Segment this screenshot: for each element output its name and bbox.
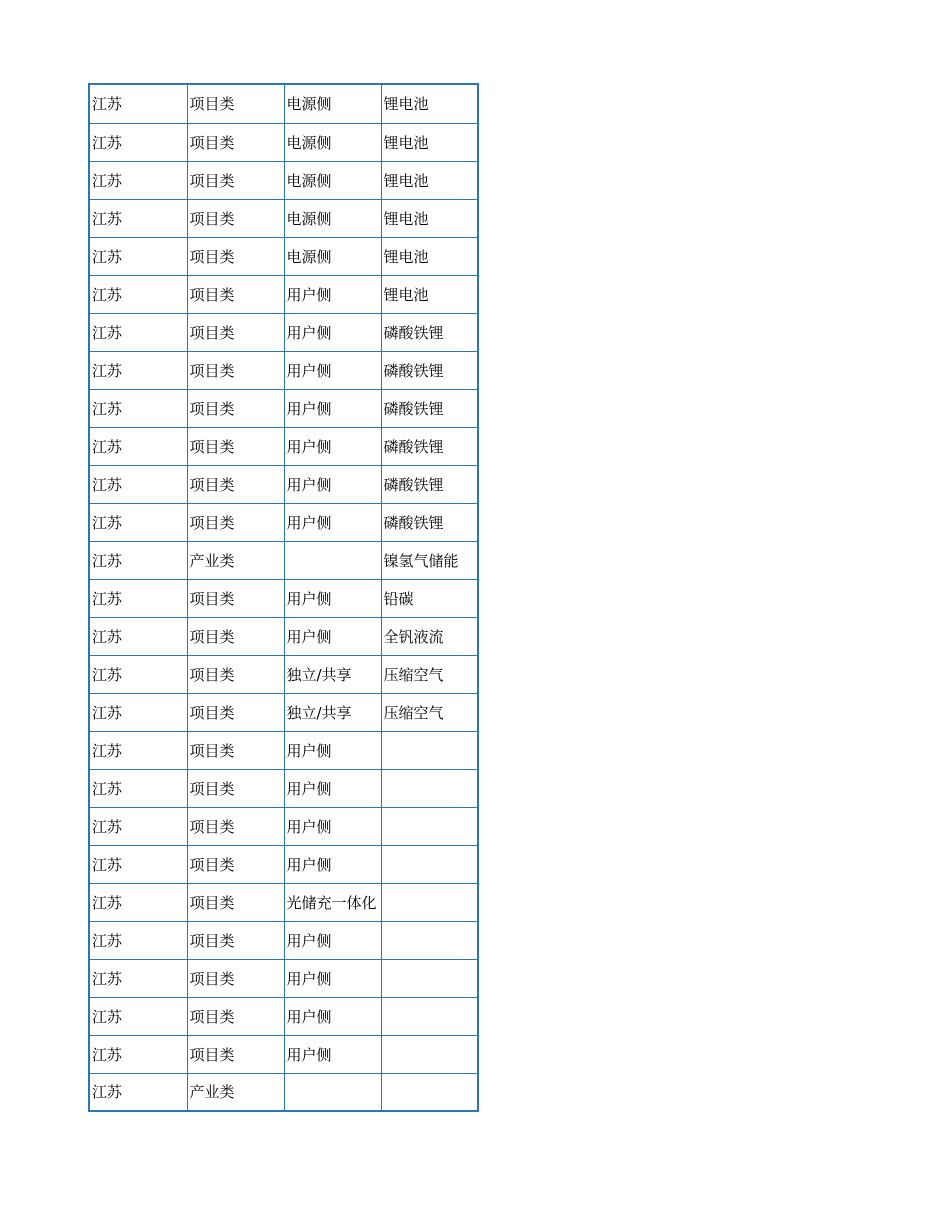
side-cell[interactable]: 电源侧 <box>284 199 381 237</box>
category-cell[interactable]: 项目类 <box>187 85 284 123</box>
table-row <box>90 845 478 883</box>
province-cell[interactable]: 江苏 <box>90 921 187 959</box>
province-cell[interactable]: 江苏 <box>90 807 187 845</box>
category-cell[interactable]: 项目类 <box>187 199 284 237</box>
province-cell[interactable]: 江苏 <box>90 959 187 997</box>
table-row <box>90 769 478 807</box>
side-cell[interactable]: 用户侧 <box>284 731 381 769</box>
table-row <box>90 123 478 161</box>
side-cell[interactable]: 电源侧 <box>284 237 381 275</box>
side-cell[interactable]: 独立/共享 <box>284 693 381 731</box>
table-row <box>90 579 478 617</box>
category-cell[interactable]: 产业类 <box>187 1073 284 1111</box>
technology-cell[interactable] <box>381 845 478 883</box>
technology-cell[interactable] <box>381 883 478 921</box>
category-cell[interactable]: 项目类 <box>187 845 284 883</box>
technology-cell[interactable] <box>381 959 478 997</box>
category-cell[interactable]: 项目类 <box>187 769 284 807</box>
category-cell[interactable]: 项目类 <box>187 617 284 655</box>
category-cell[interactable]: 项目类 <box>187 579 284 617</box>
table-row <box>90 921 478 959</box>
technology-cell[interactable] <box>381 769 478 807</box>
table-row <box>90 541 478 579</box>
table-row <box>90 1073 478 1111</box>
technology-cell[interactable]: 磷酸铁锂 <box>381 465 478 503</box>
side-cell[interactable] <box>284 541 381 579</box>
side-cell[interactable]: 用户侧 <box>284 351 381 389</box>
technology-cell[interactable]: 全钒液流 <box>381 617 478 655</box>
side-cell[interactable]: 用户侧 <box>284 921 381 959</box>
category-cell[interactable]: 产业类 <box>187 541 284 579</box>
table-row <box>90 161 478 199</box>
side-cell[interactable]: 用户侧 <box>284 503 381 541</box>
table-row <box>90 85 478 123</box>
side-cell[interactable]: 用户侧 <box>284 465 381 503</box>
technology-cell[interactable]: 磷酸铁锂 <box>381 351 478 389</box>
side-cell[interactable]: 用户侧 <box>284 617 381 655</box>
table-row <box>90 503 478 541</box>
category-cell[interactable]: 项目类 <box>187 655 284 693</box>
province-cell[interactable]: 江苏 <box>90 199 187 237</box>
technology-cell[interactable]: 压缩空气 <box>381 693 478 731</box>
technology-cell[interactable] <box>381 921 478 959</box>
table-row <box>90 389 478 427</box>
table-row <box>90 997 478 1035</box>
category-cell[interactable]: 项目类 <box>187 389 284 427</box>
category-cell[interactable]: 项目类 <box>187 959 284 997</box>
province-cell[interactable]: 江苏 <box>90 85 187 123</box>
table-body <box>90 85 478 1111</box>
province-cell[interactable]: 江苏 <box>90 389 187 427</box>
spreadsheet-table <box>90 85 479 1112</box>
technology-cell[interactable]: 锂电池 <box>381 85 478 123</box>
side-cell[interactable]: 光储充一体化 <box>284 883 381 921</box>
technology-cell[interactable]: 锂电池 <box>381 237 478 275</box>
province-cell[interactable]: 江苏 <box>90 769 187 807</box>
province-cell[interactable]: 江苏 <box>90 845 187 883</box>
side-cell[interactable]: 用户侧 <box>284 1035 381 1073</box>
table-row <box>90 617 478 655</box>
technology-cell[interactable] <box>381 1073 478 1111</box>
side-cell[interactable]: 用户侧 <box>284 313 381 351</box>
province-cell[interactable]: 江苏 <box>90 351 187 389</box>
table-row <box>90 199 478 237</box>
province-cell[interactable]: 江苏 <box>90 655 187 693</box>
table-row <box>90 959 478 997</box>
category-cell[interactable]: 项目类 <box>187 997 284 1035</box>
table-row <box>90 465 478 503</box>
table-row <box>90 883 478 921</box>
side-cell[interactable]: 用户侧 <box>284 389 381 427</box>
technology-cell[interactable] <box>381 731 478 769</box>
table-row <box>90 1035 478 1073</box>
table-row <box>90 427 478 465</box>
side-cell[interactable]: 用户侧 <box>284 997 381 1035</box>
spreadsheet-table-container <box>88 83 479 1112</box>
table-row <box>90 693 478 731</box>
technology-cell[interactable]: 磷酸铁锂 <box>381 389 478 427</box>
province-cell[interactable]: 江苏 <box>90 503 187 541</box>
province-cell[interactable]: 江苏 <box>90 275 187 313</box>
province-cell[interactable]: 江苏 <box>90 579 187 617</box>
side-cell[interactable]: 独立/共享 <box>284 655 381 693</box>
technology-cell[interactable]: 磷酸铁锂 <box>381 313 478 351</box>
province-cell[interactable]: 江苏 <box>90 541 187 579</box>
province-cell[interactable]: 江苏 <box>90 997 187 1035</box>
province-cell[interactable]: 江苏 <box>90 1073 187 1111</box>
technology-cell[interactable]: 磷酸铁锂 <box>381 427 478 465</box>
technology-cell[interactable] <box>381 1035 478 1073</box>
table-row <box>90 655 478 693</box>
category-cell[interactable]: 项目类 <box>187 123 284 161</box>
category-cell[interactable]: 项目类 <box>187 237 284 275</box>
category-cell[interactable]: 项目类 <box>187 465 284 503</box>
side-cell[interactable]: 电源侧 <box>284 123 381 161</box>
side-cell[interactable]: 用户侧 <box>284 959 381 997</box>
technology-cell[interactable]: 压缩空气 <box>381 655 478 693</box>
side-cell[interactable]: 用户侧 <box>284 807 381 845</box>
technology-cell[interactable]: 锂电池 <box>381 161 478 199</box>
category-cell[interactable]: 项目类 <box>187 503 284 541</box>
side-cell[interactable]: 用户侧 <box>284 845 381 883</box>
province-cell[interactable]: 江苏 <box>90 465 187 503</box>
province-cell[interactable]: 江苏 <box>90 427 187 465</box>
side-cell[interactable]: 电源侧 <box>284 85 381 123</box>
province-cell[interactable]: 江苏 <box>90 123 187 161</box>
category-cell[interactable]: 项目类 <box>187 427 284 465</box>
province-cell[interactable]: 江苏 <box>90 1035 187 1073</box>
technology-cell[interactable]: 镍氢气储能 <box>381 541 478 579</box>
technology-cell[interactable]: 磷酸铁锂 <box>381 503 478 541</box>
province-cell[interactable]: 江苏 <box>90 237 187 275</box>
category-cell[interactable]: 项目类 <box>187 921 284 959</box>
category-cell[interactable]: 项目类 <box>187 693 284 731</box>
side-cell[interactable] <box>284 1073 381 1111</box>
technology-cell[interactable]: 锂电池 <box>381 275 478 313</box>
province-cell[interactable]: 江苏 <box>90 313 187 351</box>
technology-cell[interactable] <box>381 997 478 1035</box>
side-cell[interactable]: 电源侧 <box>284 161 381 199</box>
category-cell[interactable]: 项目类 <box>187 731 284 769</box>
province-cell[interactable]: 江苏 <box>90 731 187 769</box>
province-cell[interactable]: 江苏 <box>90 617 187 655</box>
category-cell[interactable]: 项目类 <box>187 313 284 351</box>
category-cell[interactable]: 项目类 <box>187 807 284 845</box>
table-row <box>90 275 478 313</box>
province-cell[interactable]: 江苏 <box>90 161 187 199</box>
technology-cell[interactable]: 锂电池 <box>381 199 478 237</box>
table-row <box>90 351 478 389</box>
table-row <box>90 807 478 845</box>
side-cell[interactable]: 用户侧 <box>284 579 381 617</box>
side-cell[interactable]: 用户侧 <box>284 427 381 465</box>
category-cell[interactable]: 项目类 <box>187 161 284 199</box>
table-row <box>90 731 478 769</box>
side-cell[interactable]: 用户侧 <box>284 769 381 807</box>
category-cell[interactable]: 项目类 <box>187 1035 284 1073</box>
table-row <box>90 313 478 351</box>
category-cell[interactable]: 项目类 <box>187 351 284 389</box>
technology-cell[interactable]: 铅碳 <box>381 579 478 617</box>
technology-cell[interactable] <box>381 807 478 845</box>
category-cell[interactable]: 项目类 <box>187 883 284 921</box>
technology-cell[interactable]: 锂电池 <box>381 123 478 161</box>
province-cell[interactable]: 江苏 <box>90 693 187 731</box>
province-cell[interactable]: 江苏 <box>90 883 187 921</box>
side-cell[interactable]: 用户侧 <box>284 275 381 313</box>
table-row <box>90 237 478 275</box>
category-cell[interactable]: 项目类 <box>187 275 284 313</box>
